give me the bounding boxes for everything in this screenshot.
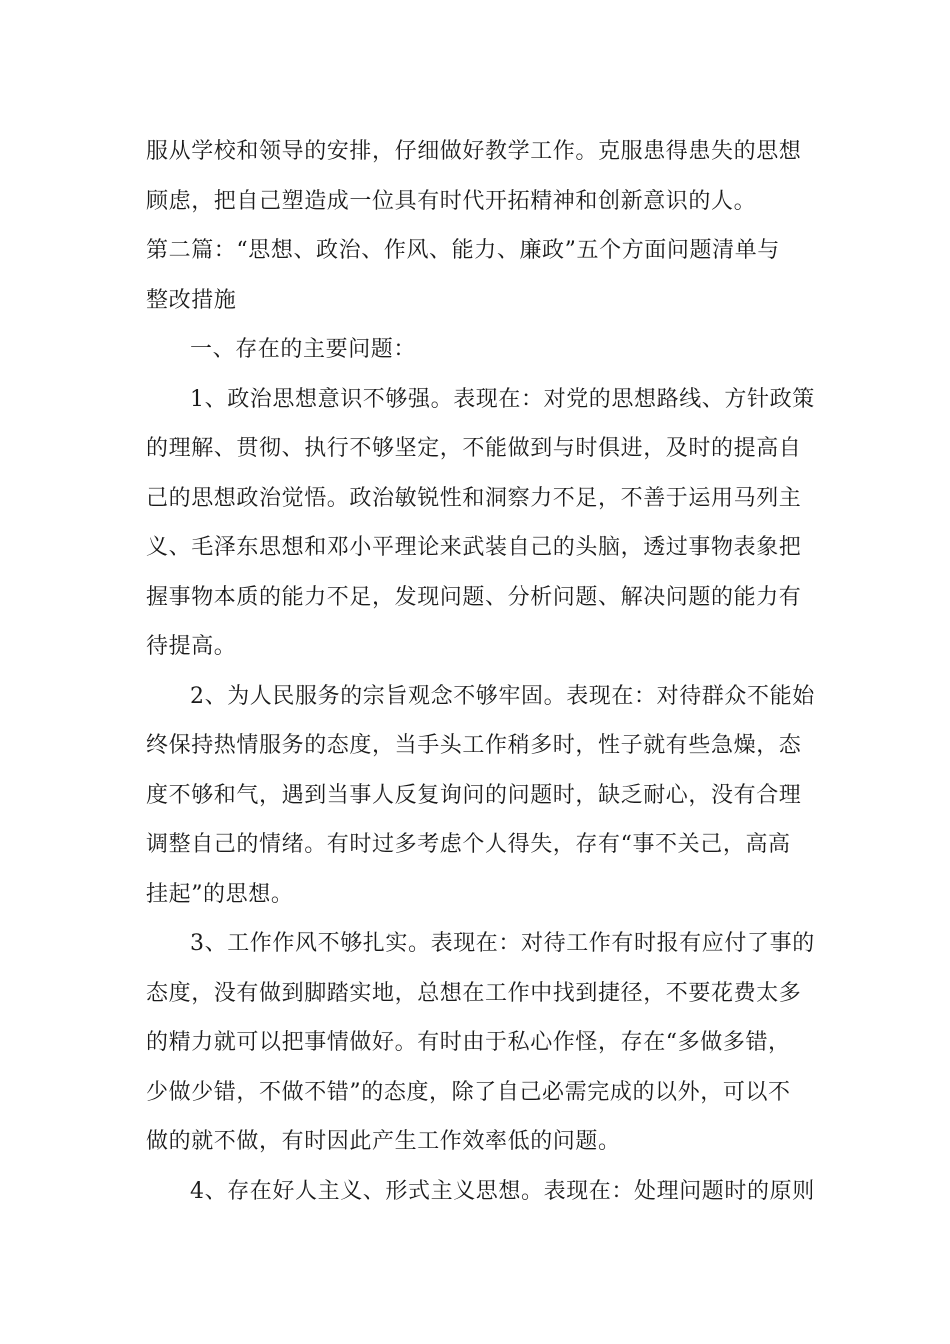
paragraph-line: 己的思想政治觉悟。政治敏锐性和洞察力不足，不善于运用马列主 [146,486,802,511]
text-line: 顾虑，把自己塑造成一位具有时代开拓精神和创新意识的人。 [146,189,757,214]
paragraph-line: 挂起”的思想。 [146,882,294,907]
paragraph-line: 义、毛泽东思想和邓小平理论来武装自己的头脑，透过事物表象把 [146,535,802,560]
section-title-line: 第二篇：“思想、政治、作风、能力、廉政”五个方面问题清单与 [146,238,780,263]
paragraph-line: 2、为人民服务的宗旨观念不够牢固。表现在：对待群众不能始 [190,684,815,709]
paragraph-line: 的精力就可以把事情做好。有时由于私心作怪，存在“多做多错， [146,1030,791,1055]
paragraph-line: 4、存在好人主义、形式主义思想。表现在：处理问题时的原则 [190,1179,815,1204]
text-line: 服从学校和领导的安排，仔细做好教学工作。克服患得患失的思想 [146,139,802,164]
paragraph-line: 度不够和气，遇到当事人反复询问的问题时，缺乏耐心，没有合理 [146,783,802,808]
section-title-line: 整改措施 [146,288,237,313]
paragraph-line: 握事物本质的能力不足，发现问题、分析问题、解决问题的能力有 [146,585,802,610]
paragraph-line: 少做少错，不做不错”的态度，除了自己必需完成的以外，可以不 [146,1080,791,1105]
subheading: 一、存在的主要问题： [190,337,417,362]
paragraph-line: 做的就不做，有时因此产生工作效率低的问题。 [146,1129,621,1154]
paragraph-line: 的理解、贯彻、执行不够坚定，不能做到与时俱进，及时的提高自 [146,436,802,461]
paragraph-line: 终保持热情服务的态度，当手头工作稍多时，性子就有些急燥，态 [146,733,802,758]
paragraph-line: 待提高。 [146,634,237,659]
paragraph-line: 1、政治思想意识不够强。表现在：对党的思想路线、方针政策 [190,387,815,412]
paragraph-line: 3、工作作风不够扎实。表现在：对待工作有时报有应付了事的 [190,931,815,956]
paragraph-line: 调整自己的情绪。有时过多考虑个人得失，存有“事不关己，高高 [146,832,791,857]
paragraph-line: 态度，没有做到脚踏实地，总想在工作中找到捷径，不要花费太多 [146,981,802,1006]
